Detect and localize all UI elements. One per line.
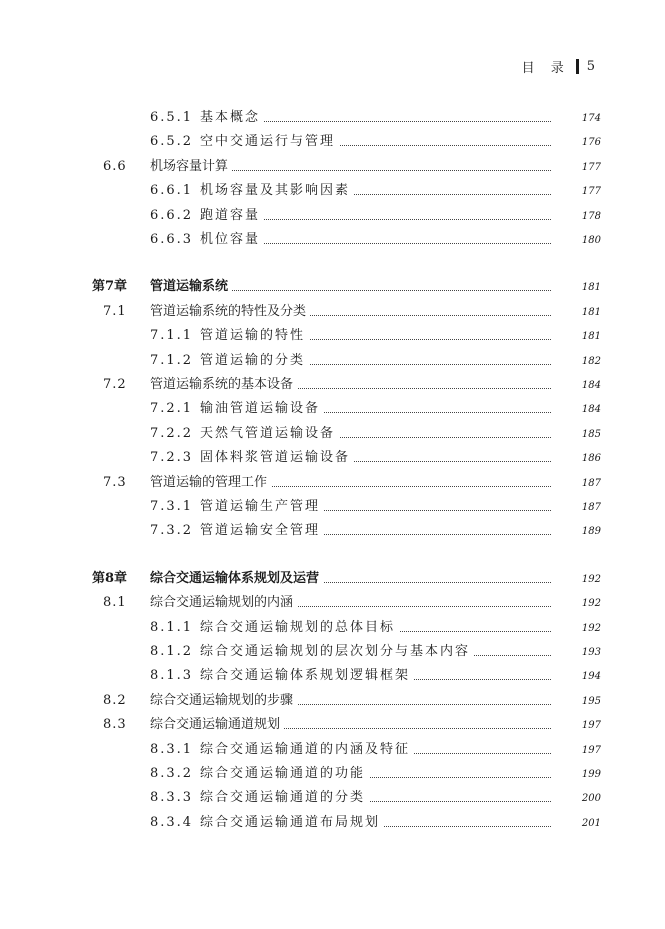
toc-section-entry	[0, 591, 665, 615]
toc-section-entry	[0, 373, 665, 397]
toc-entry-title: 综合交通运输通道的分类	[200, 786, 369, 810]
toc-entry-number: 6.5.2	[150, 134, 194, 149]
toc-entry-title: 管道运输生产管理	[200, 495, 324, 519]
toc-entry-page: 182	[581, 356, 601, 367]
toc-subsection-entry	[0, 179, 665, 203]
toc-section-entry	[0, 689, 665, 713]
toc-entry-title: 综合交通运输规划的内涵	[150, 591, 297, 615]
toc-entry-title: 固体料浆管道运输设备	[200, 446, 354, 470]
toc-subsection-entry	[0, 204, 665, 228]
toc-entry-page: 186	[581, 453, 601, 464]
toc-entry-number: 8.1.2	[150, 644, 194, 659]
toc-subsection-entry	[0, 738, 665, 762]
running-head	[522, 56, 595, 76]
toc-subsection-entry	[0, 228, 665, 252]
toc-subsection-entry	[0, 324, 665, 348]
toc-entry-page: 192	[581, 598, 601, 609]
toc-entry-title: 机场容量计算	[150, 155, 232, 179]
toc-entry-number: 8.3.2	[150, 766, 194, 781]
toc-subsection-entry	[0, 786, 665, 810]
toc-entry-page: 174	[581, 113, 601, 124]
toc-entry-number: 7.1	[103, 304, 127, 319]
toc-entry-number: 7.1.1	[150, 328, 194, 343]
toc-entry-number: 6.6.2	[150, 208, 194, 223]
toc-entry-title: 综合交通运输体系规划及运营	[150, 567, 323, 591]
toc-entry-page: 201	[581, 818, 601, 829]
toc-entry-number: 6.6.1	[150, 183, 194, 198]
toc-entry-number: 6.6	[103, 159, 127, 174]
toc-chapter-entry	[0, 275, 665, 299]
toc-subsection-entry	[0, 397, 665, 421]
toc-subsection-entry	[0, 130, 665, 154]
toc-entry-title: 综合交通运输通道的功能	[200, 762, 369, 786]
toc-entry-number: 7.3	[103, 475, 127, 490]
toc-entry-number: 第8章	[92, 571, 128, 586]
toc-entry-page: 193	[581, 647, 601, 658]
toc-entry-number: 7.2.1	[150, 401, 194, 416]
toc-subsection-entry	[0, 811, 665, 835]
toc-entry-title: 机位容量	[200, 228, 264, 252]
toc-entry-title: 管道运输安全管理	[200, 519, 324, 543]
toc-entry-page: 184	[581, 380, 601, 391]
toc-subsection-entry	[0, 422, 665, 446]
toc-entry-number: 第7章	[92, 279, 128, 294]
toc-entry-page: 192	[581, 623, 601, 634]
toc-entry-page: 189	[581, 526, 601, 537]
toc-entry-page: 185	[581, 429, 601, 440]
toc-entry-number: 7.2.3	[150, 450, 194, 465]
toc-subsection-entry	[0, 446, 665, 470]
toc-entry-title: 综合交通运输通道的内涵及特征	[200, 738, 414, 762]
toc-entry-number: 8.3	[103, 717, 127, 732]
toc-subsection-entry	[0, 519, 665, 543]
toc-entry-number: 6.5.1	[150, 110, 194, 125]
toc-entry-page: 181	[581, 307, 601, 318]
toc-entry-title: 综合交通运输规划的总体目标	[200, 616, 399, 640]
toc-entry-number: 7.1.2	[150, 353, 194, 368]
toc-section-entry	[0, 713, 665, 737]
toc-subsection-entry	[0, 106, 665, 130]
toc-entry-number: 7.3.2	[150, 523, 194, 538]
toc-section-entry	[0, 471, 665, 495]
toc-entry-title: 管道运输的分类	[200, 349, 309, 373]
toc-entry-number: 8.3.4	[150, 815, 194, 830]
toc-entry-page: 200	[581, 793, 601, 804]
toc-entry-page: 178	[581, 211, 601, 222]
toc-entry-title: 跑道容量	[200, 204, 264, 228]
toc-entry-number: 8.1.1	[150, 620, 194, 635]
toc-entry-title: 管道运输系统的基本设备	[150, 373, 297, 397]
toc-subsection-entry	[0, 664, 665, 688]
toc-entry-page: 180	[581, 235, 601, 246]
toc-entry-number: 8.3.3	[150, 790, 194, 805]
toc-entry-title: 管道运输系统的特性及分类	[150, 300, 310, 324]
toc-subsection-entry	[0, 640, 665, 664]
toc-subsection-entry	[0, 349, 665, 373]
toc-entry-title: 管道运输的管理工作	[150, 471, 271, 495]
toc-entry-page: 197	[581, 720, 601, 731]
toc-entry-number: 6.6.3	[150, 232, 194, 247]
toc-entry-title: 输油管道运输设备	[200, 397, 324, 421]
toc-entry-page: 184	[581, 404, 601, 415]
toc-chapter-entry	[0, 567, 665, 591]
toc-entry-page: 194	[581, 671, 601, 682]
toc-entry-page: 195	[581, 696, 601, 707]
toc-entry-number: 7.2	[103, 377, 127, 392]
toc-entry-number: 7.3.1	[150, 499, 194, 514]
toc-entry-page: 181	[581, 282, 601, 293]
toc-entry-title: 综合交通运输体系规划逻辑框架	[200, 664, 414, 688]
toc-section-entry	[0, 155, 665, 179]
toc-entry-page: 197	[581, 745, 601, 756]
toc-entry-title: 天然气管道运输设备	[200, 422, 339, 446]
toc-entry-title: 基本概念	[200, 106, 264, 130]
toc-entry-title: 管道运输系统	[150, 275, 232, 299]
toc-entry-page: 192	[581, 574, 601, 585]
toc-entry-title: 机场容量及其影响因素	[200, 179, 354, 203]
toc-entry-number: 8.2	[103, 693, 127, 708]
toc-entry-page: 176	[581, 137, 601, 148]
toc-entry-title: 综合交通运输规划的步骤	[150, 689, 297, 713]
toc-entry-page: 187	[581, 502, 601, 513]
toc-entry-page: 187	[581, 478, 601, 489]
toc-entry-page: 181	[581, 331, 601, 342]
toc-entry-page: 199	[581, 769, 601, 780]
toc-section-entry	[0, 300, 665, 324]
running-head-page-number: 5	[586, 58, 595, 74]
toc-entry-page: 177	[581, 186, 601, 197]
toc-entry-page: 177	[581, 162, 601, 173]
toc-entry-number: 7.2.2	[150, 426, 194, 441]
toc-subsection-entry	[0, 495, 665, 519]
running-head-title: 目 录	[521, 60, 570, 76]
running-head-divider	[576, 59, 579, 74]
toc-entry-title: 综合交通运输通道规划	[150, 713, 284, 737]
toc-entry-title: 综合交通运输规划的层次划分与基本内容	[200, 640, 474, 664]
toc-entry-title: 管道运输的特性	[200, 324, 309, 348]
toc-entry-title: 空中交通运行与管理	[200, 130, 339, 154]
toc-entry-number: 8.1	[103, 595, 127, 610]
toc-subsection-entry	[0, 762, 665, 786]
toc-entry-number: 8.1.3	[150, 668, 194, 683]
toc-entry-number: 8.3.1	[150, 742, 194, 757]
toc-subsection-entry	[0, 616, 665, 640]
toc-entry-title: 综合交通运输通道布局规划	[200, 811, 384, 835]
